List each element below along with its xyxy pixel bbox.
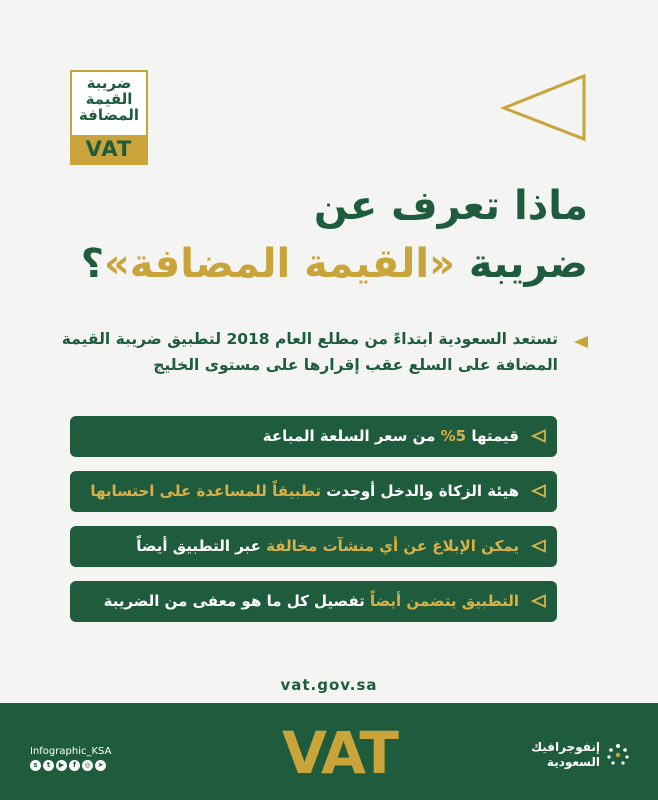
title-line-2 (81, 234, 588, 294)
brand-dots-icon (606, 743, 630, 767)
point-text: هيئة الزكاة والدخل أوجدت (321, 482, 519, 500)
title-prefix: ضريبة (454, 241, 588, 287)
points-list (70, 416, 557, 636)
brand-line-2: السعودية (546, 755, 600, 769)
instagram-icon[interactable]: ◎ (82, 760, 93, 771)
footer (0, 703, 658, 800)
brand-logo (531, 740, 630, 770)
logo-line-3: المضافة (78, 106, 140, 124)
twitter-icon[interactable]: t (43, 760, 54, 771)
point-text: عبر التطبيق أيضاً (136, 537, 267, 555)
point-highlight: 5% (440, 427, 467, 445)
title-highlight: «القيمة المضافة» (103, 241, 455, 287)
footer-vat-logo: VAT (282, 719, 397, 787)
snapchat-icon[interactable]: s (30, 760, 41, 771)
point-text: قيمتها (466, 427, 519, 445)
page-title (81, 178, 588, 294)
intro-line-1: تستعد السعودية ابتداءً من مطلع العام 2018 لتطبيق ضريبة القيمة (61, 330, 558, 348)
intro-paragraph (58, 326, 558, 378)
title-line-1: ماذا تعرف عن (313, 183, 588, 229)
title-suffix: ؟ (80, 241, 104, 287)
social-handle[interactable]: Infographic_KSA (30, 746, 112, 757)
social-icons (30, 760, 106, 771)
facebook-icon[interactable]: f (69, 760, 80, 771)
point-text: من سعر السلعة المباعة (262, 427, 441, 445)
triangle-outline-icon (531, 429, 547, 443)
vat-logo (70, 70, 148, 165)
point-highlight: يمكن الإبلاغ عن أي منشآت مخالفة (266, 537, 519, 555)
bullet-triangle-icon (574, 336, 588, 348)
point-text: تفصيل كل ما هو معفى من الضريبة (103, 592, 370, 610)
telegram-icon[interactable]: ➤ (95, 760, 106, 771)
intro-line-2: المضافة على السلع عقب إقرارها على مستوى الخليج (153, 356, 558, 374)
triangle-outline-icon (531, 484, 547, 498)
point-item (70, 471, 557, 512)
brand-name (531, 740, 600, 770)
logo-line-1: ضريبة (86, 74, 132, 92)
brand-line-1: إنفوجرافيك (531, 740, 600, 754)
point-highlight: تطبيقاً للمساعدة على احتسابها (90, 482, 322, 500)
website-link[interactable]: vat.gov.sa (280, 676, 378, 694)
point-highlight: التطبيق يتضمن أيضاً (370, 592, 519, 610)
point-item (70, 416, 557, 457)
point-item (70, 581, 557, 622)
youtube-icon[interactable]: ▶ (56, 760, 67, 771)
triangle-outline-icon (531, 539, 547, 553)
logo-line-2: القيمة (85, 90, 133, 108)
point-item (70, 526, 557, 567)
logo-vat-text: VAT (72, 135, 146, 163)
triangle-outline-icon (500, 73, 588, 143)
triangle-outline-icon (531, 594, 547, 608)
